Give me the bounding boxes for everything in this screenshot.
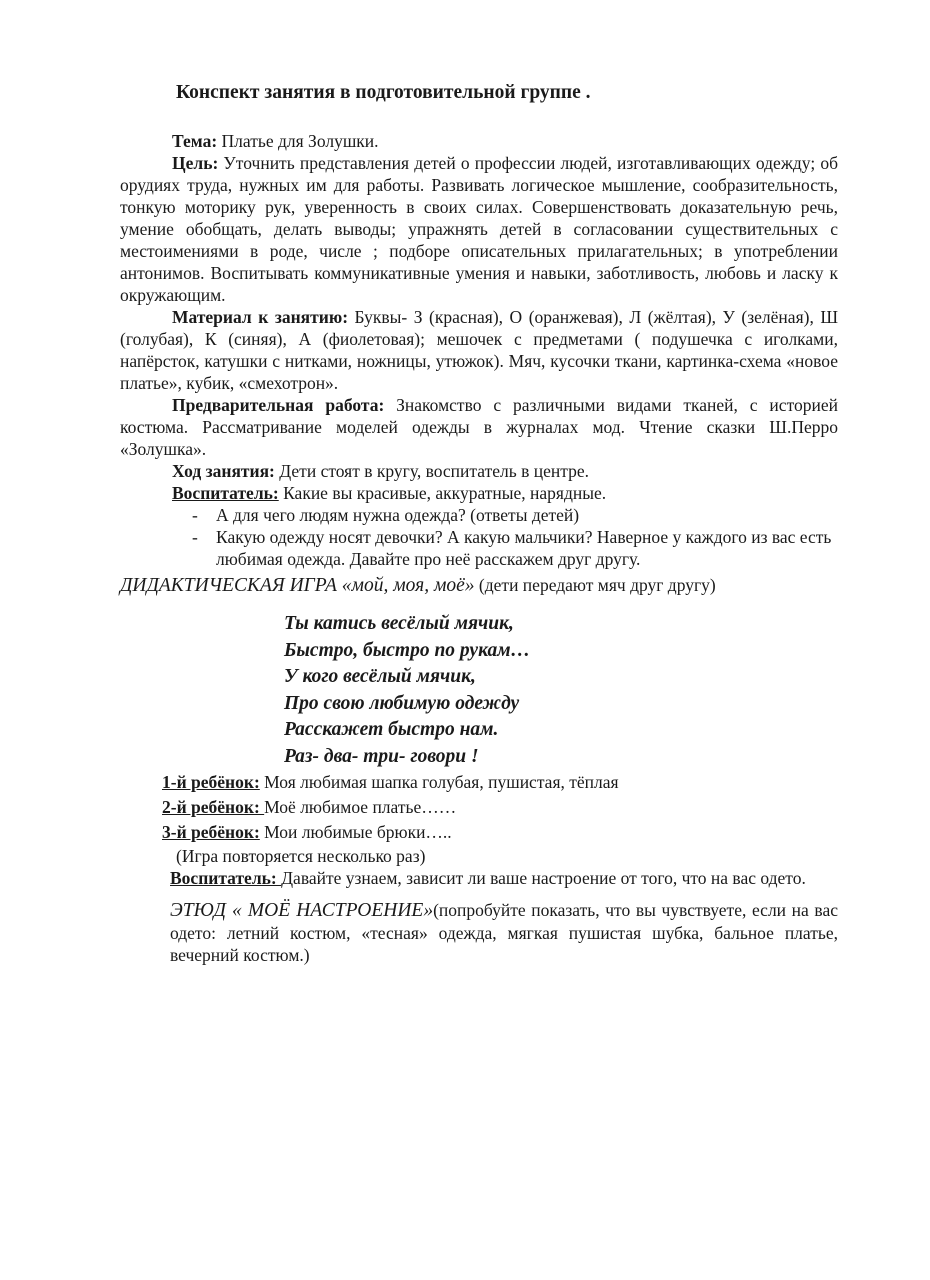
child-answer-1 [162, 770, 838, 795]
topic-text: Платье для Золушки. [217, 131, 379, 151]
course-text: Дети стоят в кругу, воспитатель в центре. [274, 461, 589, 481]
child-text: Моё любимое платье…… [264, 797, 457, 817]
teacher-label: Воспитатель: [172, 483, 279, 503]
topic-paragraph [120, 130, 838, 152]
material-text: Буквы- З (красная), О (оранжевая), Л (жёлтая), У (зелёная), Ш (голубая), К (синяя), А (фиолетовая); мешочек с предметами ( подушечка с иголками, напёрсток, катушки с нитками, ножницы, утюжок). Мяч, кусочки ткани, картинка-схема «новое платье», кубик, «смехотрон». [120, 307, 838, 393]
list-item: - А для чего людям нужна одежда? (ответы детей) [120, 504, 838, 526]
teacher-remark-2 [120, 867, 838, 889]
repeat-note: (Игра повторяется несколько раз) [176, 846, 426, 866]
course-label: Ход занятия: [172, 461, 275, 481]
teacher-remark-1 [120, 482, 838, 504]
game-paragraph [120, 574, 838, 597]
material-paragraph [120, 306, 838, 394]
child-answer-2 [162, 795, 838, 820]
list-item: - Какую одежду носят девочки? А какую мальчики? Наверное у каждого из вас есть любимая одежда. Давайте про неё расскажем друг другу. [120, 526, 838, 570]
document-title: Конспект занятия в подготовительной группе . [176, 82, 591, 103]
child-text: Мои любимые брюки….. [259, 822, 452, 842]
child-answer-3 [162, 820, 838, 845]
poem-line: Про свою любимую одежду [284, 692, 520, 714]
course-paragraph [120, 460, 838, 482]
poem-line: Расскажет быстро нам. [284, 719, 499, 740]
child-label: 3-й ребёнок: [162, 822, 260, 842]
prep-label: Предварительная работа: [172, 395, 385, 415]
goal-text: Уточнить представления детей о профессии людей, изготавливающих одежду; об орудиях труда, нужных им для работы. Развивать логическое мышление, сообразительность, тонкую моторику рук, уверенность в своих силах. Совершенствовать доказательную речь, умение обобщать, делать выводы; упражнять детей в согласовании существительных с местоимениями в роде, числе ; подборе описательных прилагательных; в употреблении антонимов. Воспитывать коммуникативные умения и навыки, заботливость, любовь и ласку к окружающим. [120, 153, 838, 305]
poem-line: Раз- два- три- говори ! [284, 745, 479, 767]
etude-title: ЭТЮД « МОЁ НАСТРОЕНИЕ» [170, 900, 434, 921]
teacher-text: Какие вы красивые, аккуратные, нарядные. [278, 483, 607, 503]
topic-label: Тема: [172, 131, 218, 151]
question-list [120, 504, 838, 570]
child-label: 2-й ребёнок: [162, 797, 265, 817]
etude-text: (попробуйте показать, что вы чувствуете, если на вас одето: летний костюм, «тесная» одежда, мягкая пушистая шубка, бальное платье, вечерний костюм.) [170, 900, 838, 965]
teacher-label: Воспитатель: [170, 868, 282, 888]
child-text: Моя любимая шапка голубая, пушистая, тёплая [259, 772, 619, 792]
game-note: (дети передают мяч друг другу) [474, 575, 716, 595]
prep-paragraph [120, 394, 838, 460]
poem-line: Быстро, быстро по рукам… [284, 639, 531, 661]
teacher-text: Давайте узнаем, зависит ли ваше настроение от того, что на вас одето. [281, 868, 806, 888]
etude-paragraph [120, 899, 838, 966]
poem-line: Ты катись весёлый мячик, [284, 613, 514, 634]
poem-line: У кого весёлый мячик, [284, 666, 476, 687]
poem [284, 611, 838, 770]
prep-text: Знакомство с различными видами тканей, с историей костюма. Рассматривание моделей одежды в журналах мод. Чтение сказки Ш.Перро «Золушка». [120, 395, 838, 459]
material-label: Материал к занятию: [172, 307, 349, 327]
game-title: ДИДАКТИЧЕСКАЯ ИГРА «мой, моя, моё» [120, 575, 475, 596]
goal-label: Цель: [172, 153, 219, 173]
document-body [120, 130, 838, 966]
goal-paragraph [120, 152, 838, 306]
child-label: 1-й ребёнок: [162, 772, 260, 792]
